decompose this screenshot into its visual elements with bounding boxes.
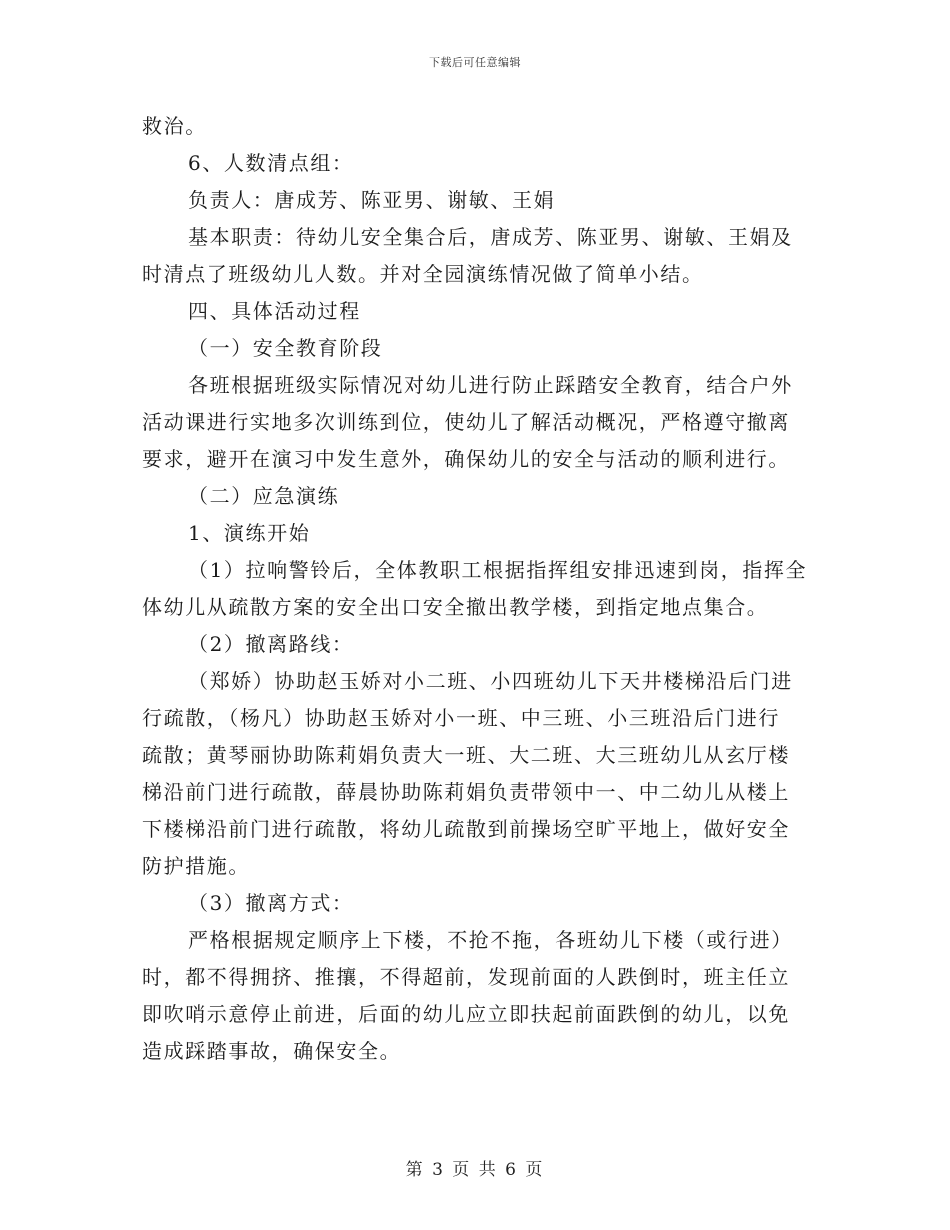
section-heading: （二）应急演练 bbox=[188, 484, 340, 508]
text-line: 疏散；黄琴丽协助陈莉娟负责大一班、大二班、大三班幼儿从玄厅楼 bbox=[142, 743, 790, 767]
section-heading: （2）撤离路线： bbox=[188, 632, 354, 656]
document-body bbox=[142, 108, 812, 1070]
text-line: 活动课进行实地多次训练到位，使幼儿了解活动概况，严格遵守撤离 bbox=[142, 410, 790, 434]
text-line: 梯沿前门进行疏散，薛晨协助陈莉娟负责带领中一、中二幼儿从楼上 bbox=[142, 780, 790, 804]
section-heading: （一）安全教育阶段 bbox=[188, 336, 383, 360]
page-footer: 第 3 页 共 6 页 bbox=[405, 1160, 545, 1180]
section-heading: 四、具体活动过程 bbox=[188, 299, 361, 323]
text-line: （1）拉响警铃后，全体教职工根据指挥组安排迅速到岗，指挥全 bbox=[188, 558, 808, 582]
text-line: （郑娇）协助赵玉娇对小二班、小四班幼儿下天井楼梯沿后门进 bbox=[188, 669, 793, 693]
text-line: 严格根据规定顺序上下楼，不抢不拖，各班幼儿下楼（或行进） bbox=[188, 928, 793, 952]
text-line: 即吹哨示意停止前进，后面的幼儿应立即扶起前面跌倒的幼儿，以免 bbox=[142, 1002, 790, 1026]
text-line: 时清点了班级幼儿人数。并对全园演练情况做了简单小结。 bbox=[142, 262, 704, 286]
text-line: 负责人：唐成芳、陈亚男、谢敏、王娟 bbox=[188, 188, 556, 212]
text-line: 要求，避开在演习中发生意外，确保幼儿的安全与活动的顺利进行。 bbox=[142, 447, 790, 471]
page-header: 下载后可任意编辑 bbox=[429, 56, 521, 69]
text-line: 救治。 bbox=[142, 114, 207, 138]
text-line: 体幼儿从疏散方案的安全出口安全撤出教学楼，到指定地点集合。 bbox=[142, 595, 769, 619]
text-line: 防护措施。 bbox=[142, 854, 250, 878]
section-heading: 1、演练开始 bbox=[188, 521, 311, 545]
text-line: 各班根据班级实际情况对幼儿进行防止踩踏安全教育，结合户外 bbox=[188, 373, 793, 397]
text-line: 时，都不得拥挤、推攘，不得超前，发现前面的人跌倒时，班主任立 bbox=[142, 965, 790, 989]
section-heading: 6、人数清点组： bbox=[188, 151, 354, 175]
section-heading: （3）撤离方式： bbox=[188, 891, 354, 915]
text-line: 基本职责：待幼儿安全集合后，唐成芳、陈亚男、谢敏、王娟及 bbox=[188, 225, 793, 249]
text-line: 下楼梯沿前门进行疏散，将幼儿疏散到前操场空旷平地上，做好安全 bbox=[142, 817, 790, 841]
text-line: 行疏散，（杨凡）协助赵玉娇对小一班、中三班、小三班沿后门进行 bbox=[142, 706, 780, 730]
text-line: 造成踩踏事故，确保安全。 bbox=[142, 1039, 402, 1063]
